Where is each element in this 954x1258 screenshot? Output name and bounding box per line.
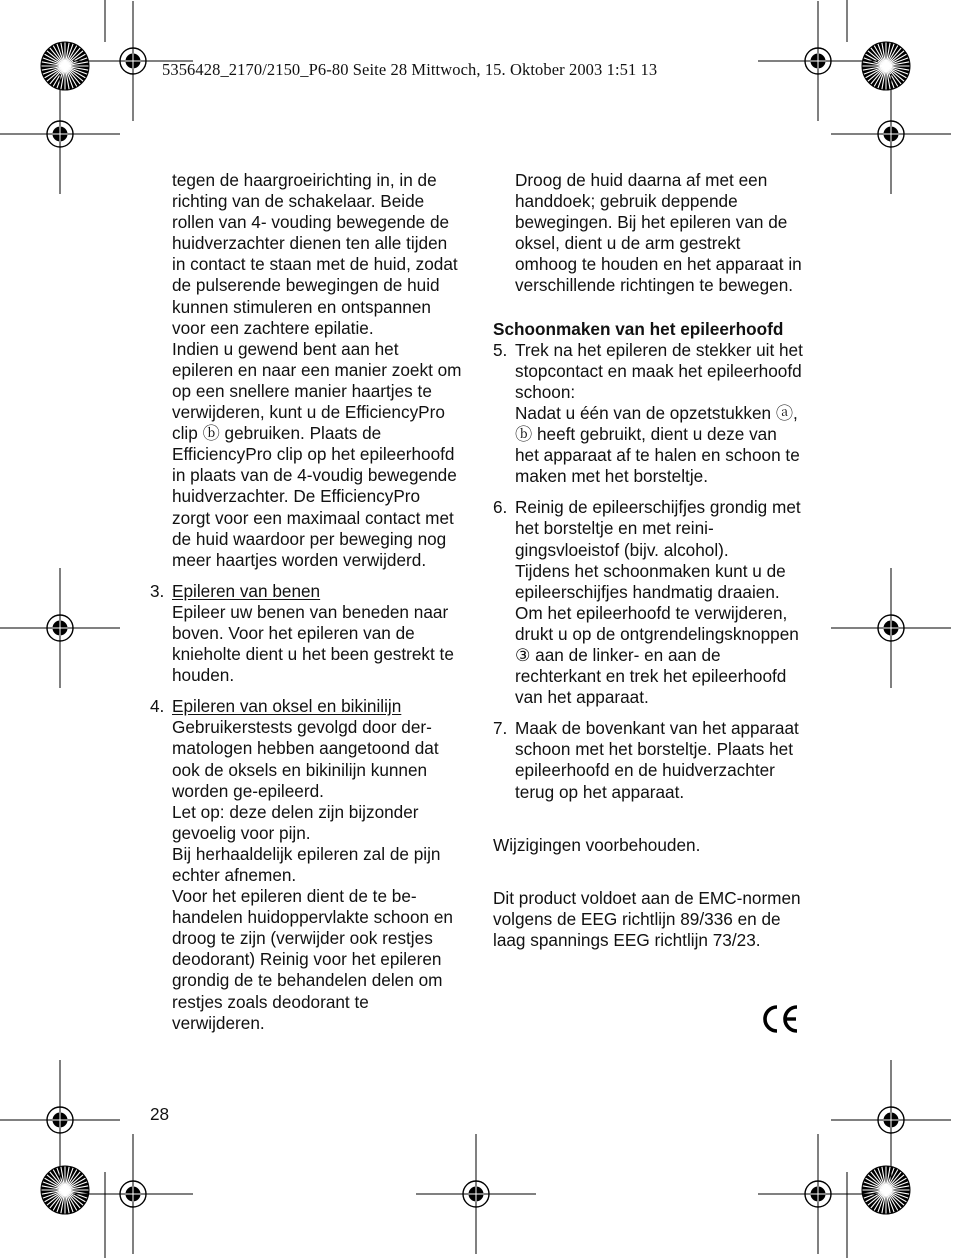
item-title: Epileren van benen bbox=[172, 580, 321, 601]
item-text: Maak de bovenkant van het apparaat schoon met het borsteltje. Plaats het epileerhoofd en de huidverzachter terug op het apparaat. bbox=[515, 718, 799, 802]
registration-crosshair-icon bbox=[831, 1060, 951, 1180]
changes-note: Wijzigingen voorbehouden. bbox=[493, 834, 701, 855]
right-column bbox=[493, 170, 803, 951]
registration-crosshair-icon bbox=[758, 1134, 878, 1254]
item-text: Epileer uw benen van beneden naar boven. Voor het epileren van de knieholte dient u het been gestrekt te houden. bbox=[172, 601, 454, 686]
item-text: Nadat u één van de opzetstukken ⓐ, ⓑ heeft gebruikt, dient u deze van het apparaat af te halen en schoon te maken met het borsteltje. bbox=[515, 402, 800, 487]
paragraph: Indien u gewend bent aan het epileren en naar een manier zoekt om op een snellere manier haartjes te verwijderen, kunt u de EfficiencyPro clip ⓑ gebruiken. Plaats de EfficiencyPro clip op het epileerhoofd in plaats van de 4-voudig bewegende huidverzachter. De EfficiencyPro zorgt voor een maximaal contact met de huid waardoor per beweging nog meer haartjes worden verwijderd. bbox=[172, 338, 462, 570]
list-item bbox=[150, 696, 462, 1034]
list-item bbox=[493, 718, 803, 802]
ce-mark-icon bbox=[760, 1002, 800, 1036]
registration-crosshair-icon bbox=[0, 568, 120, 688]
item-text: Voor het epileren dient de te behandelen huidoppervlakte schoon en droog te zijn (verwijder ook restjes deodorant) Reinig voor het epileren grondig de te behandelen delen om restjes zoals deodorant te verwijderen. bbox=[172, 886, 453, 1033]
item-number: 7. bbox=[493, 718, 508, 739]
item-number: 4. bbox=[150, 696, 165, 717]
paragraph: tegen de haargroeirichting in, in de richting van de schakelaar. Beide rollen van 4- vouding bewegende de huidverzachter dienen ten alle tijden in contact te staan met de huid, zodat de pulserende bewegingen de huid kunnen stimuleren en ontspannen voor een zachtere epilatie. bbox=[172, 170, 458, 338]
item-number: 6. bbox=[493, 497, 508, 518]
registration-crosshair-icon bbox=[831, 568, 951, 688]
registration-star-icon bbox=[41, 1166, 89, 1214]
registration-crosshair-icon bbox=[758, 1, 878, 121]
left-column bbox=[150, 170, 462, 1034]
emc-statement: Dit product voldoet aan de EMC-normen volgens de EEG richtlijn 89/336 en de laag spannings EEG richtlijn 73/23. bbox=[493, 887, 801, 950]
page-number: 28 bbox=[150, 1104, 170, 1124]
item-text: Reinig de epileerschijfjes grondig met het borsteltje en met reinigingsvloeistof (bijv. alcohol). bbox=[515, 497, 801, 560]
section-heading: Schoonmaken van het epileerhoofd bbox=[493, 318, 784, 339]
item-text: Let op: deze delen zijn bijzonder gevoelig voor pijn. bbox=[172, 801, 419, 843]
list-item bbox=[493, 340, 803, 488]
registration-crosshair-icon bbox=[416, 1134, 536, 1254]
registration-star-icon bbox=[41, 42, 89, 90]
registration-crosshair-icon bbox=[831, 74, 951, 194]
item-text: Trek na het epileren de stekker uit het stopcontact en maak het epileerhoofd schoon: bbox=[515, 339, 803, 402]
registration-crosshair-icon bbox=[73, 1134, 193, 1254]
item-text: Tijdens het schoonmaken kunt u de epileerschijfjes handmatig draaien. Om het epileerhoofd te verwijderen, drukt u op de ontgrendelingsknoppen ③ aan de linker- en aan de rechterkant en trek het epileerhoofd van het apparaat. bbox=[515, 560, 799, 708]
paragraph: Droog de huid daarna af met een handdoek; gebruik deppende bewegingen. Bij het epileren van de oksel, dient u de arm gestrekt omhoog te houden en het apparaat in verschillende richtingen te bewegen. bbox=[515, 170, 802, 296]
compliance-block bbox=[493, 888, 803, 951]
item-text: Bij herhaaldelijk epileren zal de pijn echter afnemen. bbox=[172, 843, 441, 885]
item-text: Gebruikerstests gevolgd door dermatologen hebben aangetoond dat ook de oksels en bikinilijn kunnen worden ge-epileerd. bbox=[172, 717, 439, 801]
list-item bbox=[493, 497, 803, 708]
registration-crosshair-icon bbox=[0, 74, 120, 194]
print-slug: 5356428_2170/2150_P6-80 Seite 28 Mittwoch, 15. Oktober 2003 1:51 13 bbox=[162, 60, 658, 79]
item-title: Epileren van oksel en bikinilijn bbox=[172, 696, 402, 717]
registration-crosshair-icon bbox=[0, 1060, 120, 1180]
registration-star-icon bbox=[862, 42, 910, 90]
registration-star-icon bbox=[862, 1166, 910, 1214]
list-item bbox=[150, 581, 462, 686]
item-number: 3. bbox=[150, 580, 165, 601]
item-number: 5. bbox=[493, 339, 508, 360]
